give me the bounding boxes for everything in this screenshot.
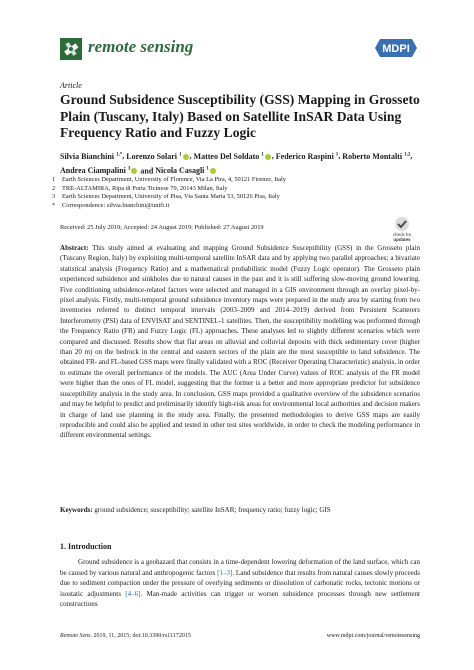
affiliations [52, 176, 392, 210]
paper-title: Ground Subsidence Susceptibility (GSS) Mapping in Grosseto Plain (Tuscany, Italy) Based on Satellite InSAR Data Using Frequency Ratio and Fuzzy Logic [60, 92, 420, 140]
publication-dates: Received: 25 July 2019; Accepted: 24 August 2019; Published: 27 August 2019 [60, 224, 264, 231]
author-list: Silvia Bianchini $^{1,*}$, Lorenzo Solari $^1$ , Matteo Del Soldato $^1$ , Federico Raspini $^1$, Roberto Montalti $^{1,2}$, Andrea Ciampalini $^3$ and Nicola Casagli $^1$ [60, 151, 413, 176]
affiliation-item [52, 202, 392, 211]
author-affiliation-mark: 1 [261, 152, 264, 157]
author-name: Andrea Ciampalini [60, 166, 126, 176]
author-name: Federico Raspini [275, 151, 334, 161]
author[interactable] [276, 152, 339, 161]
abstract-text: This study aimed at evaluating and mapping Ground Subsidence Susceptibility (GSS) in the Grosseto plain (Tuscany Region, Italy) by exploiting multi-temporal satellite InSAR data and by applying two parallel approaches; a bivariate statistical analysis (Frequency Ratio) and a mathematical probabilistic model (Fuzzy Logic operator). The Grosseto plain experienced subsidence and sinkholes due to natural causes in the past and it is still suffering slow-moving ground lowering. Five conditioning subsidence-related factors were selected and managed in a GIS environment through an overlay pixel-by-pixel analysis. Firstly, multi-temporal ground subsidence inventory maps were prepared in the study area by starting from two inventories referred to distinct temporal intervals (2003–2009 and 2014–2019) derived from Persistent Scatterers Interferometry (PSI) data of ENVISAT and SENTINEL-1 satellites. Then, the susceptibility modelling was performed through the Frequency Ratio (FR) and Fuzzy Logic (FL) approaches. These analyses led to slightly different scenarios which were compared and discussed. Results show that flat areas on alluvial and colluvial deposits with thick sedimentary cover (higher than 20 m) on the bedrock in the central and eastern sectors of the plain are the most susceptible to land subsidence. The obtained FR- and FL-based GSS maps were finally validated with a ROC (Receiver Operating Characteristic) analysis, in order to estimate the overall performance of the models. The AUC (Area Under Curve) values of ROC analysis of the FR model were higher than the ones of FL model, suggesting that the former is a better and more appropriate predictor for subsidence susceptibility analysis in the study area. In conclusion, GSS maps provided a qualitative overview of the subsidence scenarios and may be helpful to predict and preliminarily identify high-risk areas for environmental local authorities and decision makers in charge of land use planning in the study area. Finally, the presented methodologies to derive GSS maps are easily reproducible and could also be applied and tested in other test sites worldwide, in order to check the modeling performance in different environmental settings. [60, 244, 420, 440]
affiliation-number: * [52, 201, 56, 209]
author[interactable] [155, 166, 217, 175]
orcid-icon[interactable] [131, 168, 137, 174]
author-affiliation-mark: 3 [127, 166, 131, 172]
author-name: Roberto Montalti [342, 151, 403, 161]
keywords [60, 505, 420, 515]
intro-text-2: . Land subsidence that results from natural causes slowly proceeds due to sediment compaction under the pressure of overlying sediments or dissolution of carbonatic rocks, tectonic motions or isostatic adjustments [60, 568, 420, 598]
affiliation-text[interactable]: Correspondence: silvia.bianchini@unifi.it [62, 201, 170, 209]
affiliation-item [52, 193, 392, 202]
journal-logo-icon [60, 38, 82, 60]
author-affiliation-mark: 1 [335, 152, 339, 157]
citation-link-4-6[interactable]: [4–6] [125, 589, 141, 598]
author-affiliation-mark: 1 [179, 152, 182, 157]
check-updates-line1: check for [392, 232, 412, 237]
check-updates-line2: updates [393, 237, 411, 242]
check-updates-icon [395, 217, 409, 231]
affiliation-item [52, 185, 392, 194]
citation-link-1-3[interactable]: [1–3] [217, 568, 233, 577]
journal-name: remote sensing [88, 37, 194, 56]
author-name: Nicola Casagli [155, 166, 205, 176]
author-name: Matteo Del Soldato [193, 151, 260, 161]
introduction-paragraph [60, 557, 420, 610]
keywords-text: ground subsidence; susceptibility; satellite InSAR; frequency ratio; fuzzy logic; GIS [94, 506, 331, 514]
orcid-icon[interactable] [210, 168, 216, 174]
section-heading-introduction: 1. Introduction [60, 542, 112, 551]
author-name: Lorenzo Solari [126, 151, 178, 161]
mdpi-logo [374, 38, 418, 58]
intro-text-3: . Man-made activities can trigger or worsen subsidence processes through new settlement constructions [60, 589, 420, 609]
author-affiliation-mark: 1,2 [404, 152, 411, 157]
affiliation-item [52, 176, 392, 185]
abstract [60, 243, 420, 441]
footer-doi: 2019, 11, 2015; doi:10.3390/rs11172015 [93, 633, 191, 639]
author[interactable] [60, 166, 138, 175]
affiliation-text: Earth Sciences Department, University of Pisa, Via Santa Maria 53, 50126 Pisa, Italy [62, 193, 280, 201]
abstract-label: Abstract: [60, 244, 89, 252]
orcid-icon[interactable] [265, 154, 271, 160]
author-affiliation-mark: 1 [206, 166, 209, 172]
orcid-icon[interactable] [183, 154, 189, 160]
author-name: Silvia Bianchini [60, 151, 115, 161]
mdpi-logo-text: MDPI [382, 43, 410, 55]
author[interactable] [60, 152, 122, 161]
footer-citation [60, 633, 191, 639]
affiliation-text: TRE-ALTAMIRA, Ripa di Porta Ticinese 79, 20143 Milan, Italy [62, 184, 228, 192]
affiliation-text: Earth Sciences Department, University of Florence, Via La Pira, 4, 50121 Firenze, Italy [62, 176, 286, 183]
check-for-updates-badge[interactable] [384, 216, 420, 242]
intro-text-1: Ground subsidence is a geohazard that consists in a time-dependent lowering deformation of the land surface, which can be caused by various natural and anthropogenic factors [60, 558, 420, 577]
article-type: Article [60, 81, 82, 90]
affiliation-number: 2 [52, 184, 56, 192]
author-affiliation-mark: 1,* [116, 152, 123, 157]
affiliation-number: 1 [52, 176, 56, 183]
footer-url[interactable]: www.mdpi.com/journal/remotesensing [326, 633, 420, 639]
affiliation-number: 3 [52, 193, 56, 201]
keywords-label: Keywords: [60, 506, 93, 514]
author[interactable] [342, 152, 410, 161]
author[interactable] [126, 152, 189, 161]
footer-journal: Remote Sens. [60, 633, 92, 639]
author[interactable] [194, 152, 272, 161]
